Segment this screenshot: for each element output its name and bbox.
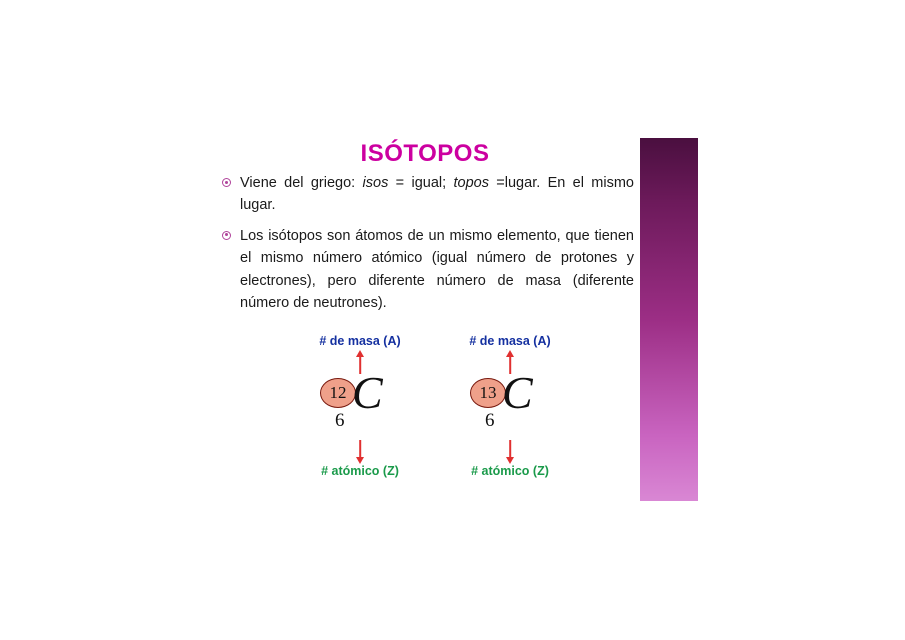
bullet-seg-plain: Viene del griego: <box>240 175 363 191</box>
arrow-head <box>356 457 364 464</box>
page-title: ISÓTOPOS <box>360 140 490 167</box>
isotope-carbon-12 <box>290 334 430 478</box>
mass-number-label: # de masa (A) <box>319 334 401 348</box>
atomic-number-value: 6 <box>335 410 345 431</box>
atomic-number-label: # atómico (Z) <box>321 464 399 478</box>
mass-number-value: 12 <box>320 378 356 408</box>
arrow-head <box>356 350 364 357</box>
arrow-head <box>506 457 514 464</box>
nuclide-symbol <box>290 367 430 438</box>
bullet-seg-italic-isos: isos <box>362 175 389 191</box>
bullet-list <box>222 172 634 323</box>
mass-number-value: 13 <box>470 378 506 408</box>
decorative-gradient-bar <box>640 138 698 501</box>
arrow-head <box>506 350 514 357</box>
element-symbol: C <box>352 367 383 418</box>
list-item <box>222 225 634 315</box>
element-symbol: C <box>502 367 533 418</box>
isotope-diagram <box>280 334 600 484</box>
atomic-number-value: 6 <box>485 410 495 431</box>
ring-bullet-icon <box>222 178 231 187</box>
isotope-carbon-13 <box>440 334 580 478</box>
nuclide-symbol <box>440 367 580 438</box>
arrow-down-icon <box>290 438 430 464</box>
bullet-seg-plain-3: =lugar. En el mismo lugar. <box>240 175 634 214</box>
mass-number-label: # de masa (A) <box>469 334 551 348</box>
ring-bullet-icon <box>222 231 231 240</box>
bullet-text-1 <box>240 172 634 217</box>
list-item <box>222 172 634 217</box>
atomic-number-label: # atómico (Z) <box>471 464 549 478</box>
bullet-seg-plain-2: = igual; <box>388 175 454 191</box>
bullet-text-2: Los isótopos son átomos de un mismo elemento, que tienen el mismo número atómico (igual número de protones y electrones), pero diferente número de masa (diferente número de neutrones). <box>240 227 634 312</box>
bullet-seg-italic-topos: topos <box>453 175 489 191</box>
arrow-down-icon <box>440 438 580 464</box>
